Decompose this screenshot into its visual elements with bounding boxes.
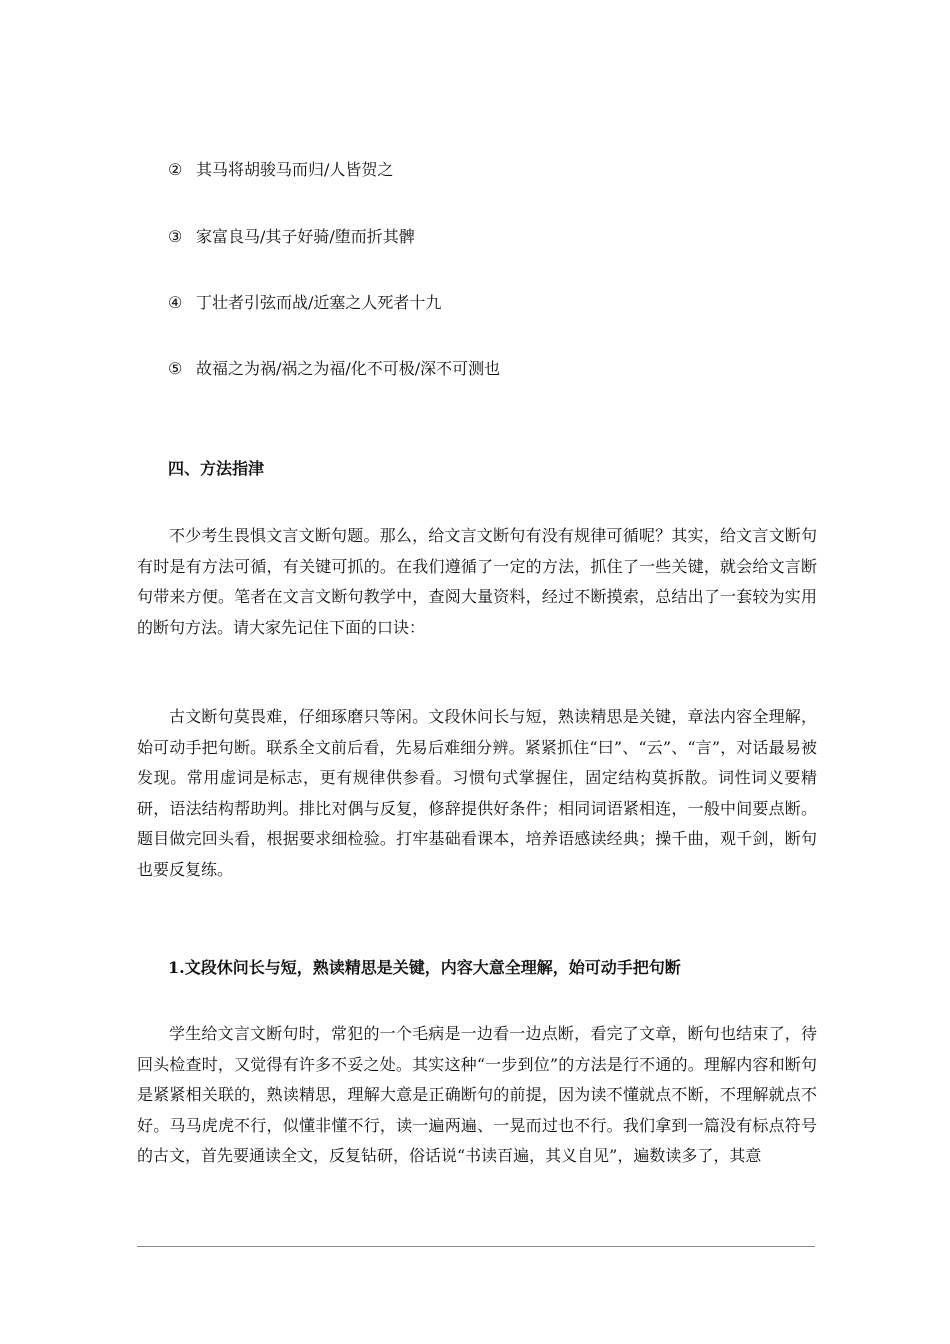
paragraph-intro: 不少考生畏惧文言文断句题。那么，给文言文断句有没有规律可循呢？其实，给文言文断句有时是有方法可循，有关键可抓的。在我们遵循了一定的方法，抓住了一些关键，就会给文言断句带来方便。笔者在文言文断句教学中，查阅大量资料，经过不断摸索，总结出了一套较为实用的断句方法。请大家先记住下面的口诀：	[137, 526, 817, 637]
subheading: 1.文段休问长与短，熟读精思是关键，内容大意全理解，始可动手把句断	[168, 958, 681, 977]
paragraph-body: 学生给文言文断句时，常犯的一个毛病是一边看一边点断，看完了文章，断句也结束了，待回头检查时，又觉得有许多不妥之处。其实这种“一步到位”的方法是行不通的。理解内容和断句是紧紧相关联的，熟读精思，理解大意是正确断句的前提，因为读不懂就点不断，不理解就点不好。马马虎虎不行，似懂非懂不行，读一遍两遍、一晃而过也不行。我们拿到一篇没有标点符号的古文，首先要通读全文，反复钻研，俗话说“书读百遍，其义自见”，遍数读多了，其意	[137, 1024, 817, 1165]
section-heading: 四、方法指津	[168, 459, 265, 478]
list-item-text: 家富良马/其子好骑/堕而折其髀	[196, 227, 415, 246]
list-item	[168, 159, 393, 181]
footer-divider	[137, 1246, 815, 1247]
list-item-number: ②	[168, 160, 183, 179]
list-item	[168, 358, 500, 380]
list-item-number: ⑤	[168, 359, 183, 378]
list-item-text: 其马将胡骏马而归/人皆贺之	[196, 160, 394, 179]
list-item	[168, 226, 415, 248]
list-item-number: ④	[168, 293, 183, 312]
paragraph-mnemonic: 古文断句莫畏难，仔细琢磨只等闲。文段休问长与短，熟读精思是关键，章法内容全理解，始可动手把句断。联系全文前后看，先易后难细分辨。紧紧抓住“曰”、“云”、“言”，对话最易被发现。常用虚词是标志，更有规律供参看。习惯句式掌握住，固定结构莫拆散。词性词义要精研，语法结构帮助判。排比对偶与反复，修辞提供好条件；相同词语紧相连，一般中间要点断。题目做完回头看，根据要求细检验。打牢基础看课本，培养语感读经典；操千曲，观千剑，断句也要反复练。	[137, 707, 817, 879]
list-item-number: ③	[168, 227, 183, 246]
list-item	[168, 292, 441, 314]
list-item-text: 故福之为祸/祸之为福/化不可极/深不可测也	[196, 359, 501, 378]
list-item-text: 丁壮者引弦而战/近塞之人死者十九	[196, 293, 442, 312]
